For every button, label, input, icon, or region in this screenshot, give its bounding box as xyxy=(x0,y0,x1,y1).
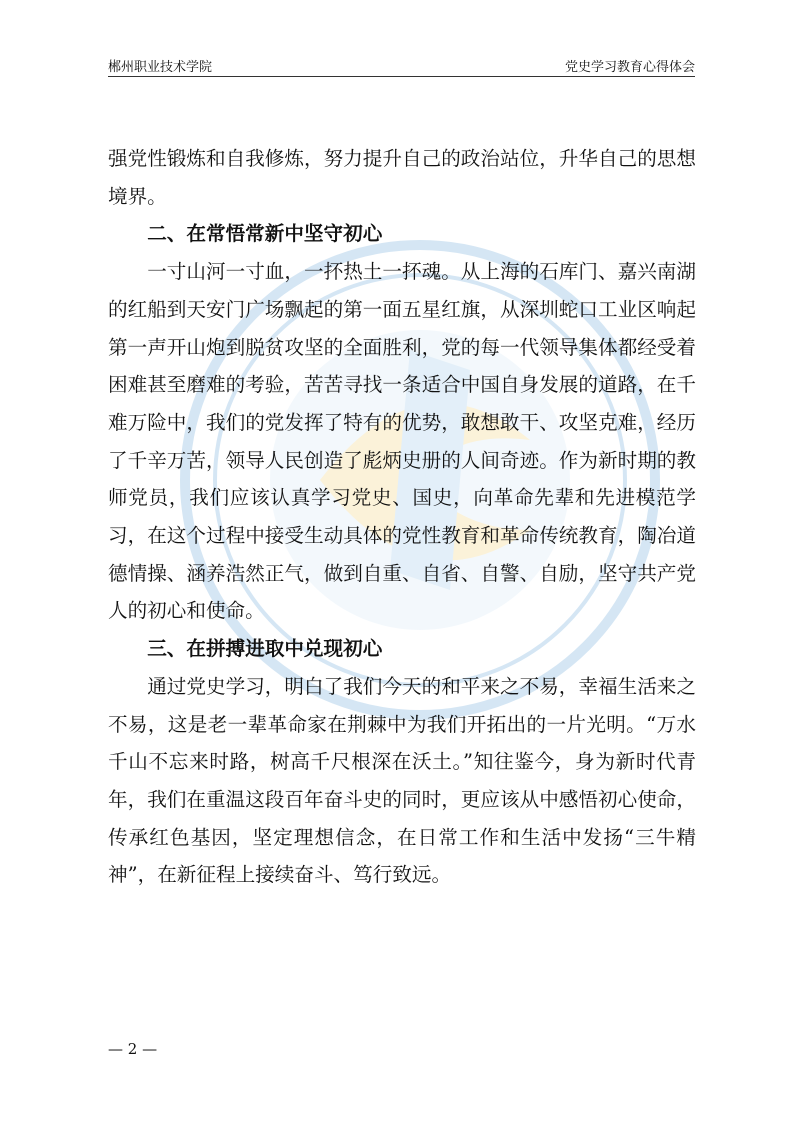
header-institution: 郴州职业技术学院 xyxy=(108,60,213,75)
header-document-title: 党史学习教育心得体会 xyxy=(564,60,695,75)
section-heading-3: 三、在拼搏进取中兑现初心 xyxy=(147,637,383,661)
section-heading-2: 二、在常悟常新中坚守初心 xyxy=(147,222,383,246)
document-body xyxy=(108,140,696,894)
paragraph: 一寸山河一寸血，一抔热土一抔魂。从上海的石库门、嘉兴南湖的红船到天安门广场飘起的第一面五星红旗，从深圳蛇口工业区响起第一声开山炮到脱贫攻坚的全面胜利，党的每一代领导集体都经受着困难甚至磨难的考验，苦苦寻找一条适合中国自身发展的道路，在千难万险中，我们的党发挥了特有的优势，敢想敢干、攻坚克难，经历了千辛万苦，领导人民创造了彪炳史册的人间奇迹。作为新时期的教师党员，我们应该认真学习党史、国史，向革命先辈和先进模范学习，在这个过程中接受生动具体的党性教育和革命传统教育，陶冶道德情操、涵养浩然正气，做到自重、自省、自警、自励，坚守共产党人的初心和使命。 xyxy=(108,260,696,623)
page-header xyxy=(108,54,695,77)
paragraph-continued: 强党性锻炼和自我修炼，努力提升自己的政治站位，升华自己的思想境界。 xyxy=(108,147,696,208)
paragraph: 通过党史学习，明白了我们今天的和平来之不易，幸福生活来之不易，这是老一辈革命家在荆棘中为我们开拓出的一片光明。“万水千山不忘来时路，树高千尺根深在沃土。”知往鉴今，身为新时代青年，我们在重温这段百年奋斗史的同时，更应该从中感悟初心使命，传承红色基因，坚定理想信念，在日常工作和生活中发扬“三牛精神”，在新征程上接续奋斗、笃行致远。 xyxy=(108,674,696,887)
page-number: — 2 — xyxy=(108,1040,158,1058)
